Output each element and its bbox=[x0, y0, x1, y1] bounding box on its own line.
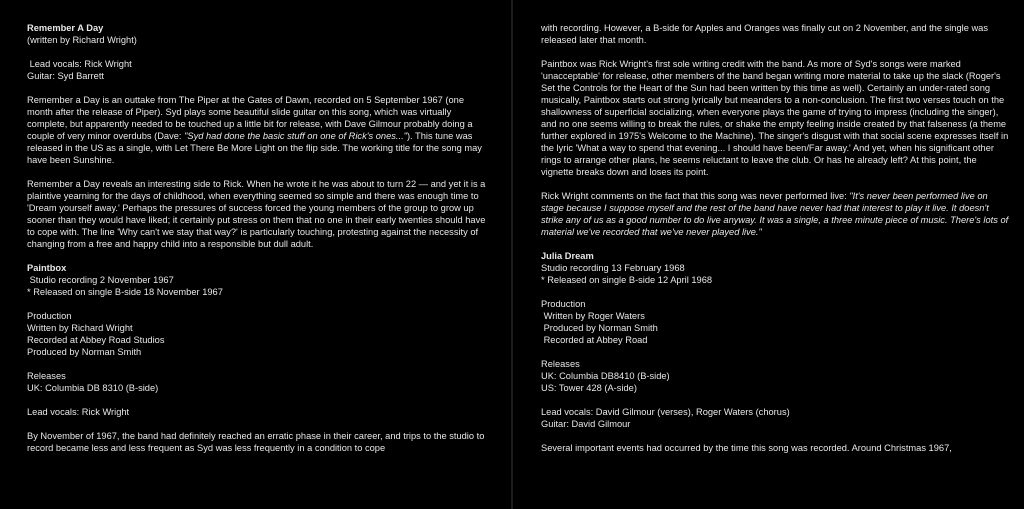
recording-date: Studio recording 2 November 1967 bbox=[27, 275, 174, 285]
song-title-julia-dream: Julia Dream bbox=[541, 251, 594, 261]
julia-dream-releases bbox=[541, 358, 1009, 394]
paintbox-paragraph: By November of 1967, the band had definitely reached an erratic phase in their career, and trips to the studio to record became less and less frequent as Syd was less frequently in a condition to cope bbox=[27, 431, 485, 453]
julia-dream-personnel bbox=[541, 406, 1009, 430]
gilmour-quote: "Syd had done the basic stuff on one of Rick's ones..." bbox=[184, 131, 407, 141]
paragraph-text: Rick Wright comments on the fact that this song was never performed live: bbox=[541, 191, 850, 201]
release-uk: UK: Columbia DB8410 (B-side) bbox=[541, 371, 670, 381]
julia-dream-header bbox=[541, 250, 1009, 286]
guitar-credit: Guitar: David Gilmour bbox=[541, 419, 631, 429]
produced-by: Produced by Norman Smith bbox=[541, 323, 658, 333]
lead-vocals-credit: Lead vocals: David Gilmour (verses), Roger Waters (chorus) bbox=[541, 407, 790, 417]
paintbox-paragraph-continued: with recording. However, a B-side for Apples and Oranges was finally cut on 2 November, and the single was released later that month. bbox=[541, 23, 989, 45]
production-heading: Production bbox=[541, 299, 586, 309]
releases-heading: Releases bbox=[541, 359, 580, 369]
written-by: Written by Roger Waters bbox=[541, 311, 645, 321]
song-title-remember-a-day: Remember A Day bbox=[27, 23, 104, 33]
writer-credit: (written by Richard Wright) bbox=[27, 35, 137, 45]
lead-vocals-credit: Lead vocals: Rick Wright bbox=[27, 59, 132, 69]
releases-heading: Releases bbox=[27, 371, 66, 381]
wright-quote: "It's never been performed live on stage because I suppose myself and the rest of the band have never had that interest to play it live. It doesn't strike any of us as a good number to do live anyway. It was a single, a three minute piece of music. There's lots of material we've recorded that we've never played live." bbox=[541, 191, 1009, 237]
remember-a-day-header bbox=[27, 22, 489, 46]
guitar-credit: Guitar: Syd Barrett bbox=[27, 71, 104, 81]
paintbox-releases bbox=[27, 370, 489, 394]
release-uk: UK: Columbia DB 8310 (B-side) bbox=[27, 383, 159, 393]
paintbox-header bbox=[27, 262, 489, 298]
paintbox-production bbox=[27, 310, 489, 358]
recorded-at: Recorded at Abbey Road Studios bbox=[27, 335, 165, 345]
release-us: US: Tower 428 (A-side) bbox=[541, 383, 637, 393]
release-date: * Released on single B-side 12 April 1968 bbox=[541, 275, 713, 285]
remember-a-day-paragraph-2: Remember a Day reveals an interesting side to Rick. When he wrote it he was about to turn 22 — and yet it is a plaintive yearning for the days of childhood, when everything seemed so simple and there was enough time to 'Dream yourself away.' Perhaps the pressures of success forced the young members of the group to grow up sooner than they would have liked; it certainly put stress on them that no one in their early twenties should have to cope with. The line 'Why can't we stay that way?' is particularly touching, protesting against the necessity of changing from a free and happy child into a responsible but dull adult. bbox=[27, 179, 486, 249]
written-by: Written by Richard Wright bbox=[27, 323, 133, 333]
paragraph-text: ). This tune was released in the US as a single, with Let There Be More Light on the flip side. The working title for the song may have been Sunshine. bbox=[27, 131, 482, 165]
paragraph-text: Remember a Day is an outtake from The Piper at the Gates of Dawn, recorded on 5 September 1967 (one month after the release of Piper). Syd plays some beautiful slide guitar on this song, which was virtually complete, but apparently needed to be touched up a little bit for release, with Dave Gilmour probably doing a couple of very minor overdubs (Dave: bbox=[27, 95, 473, 141]
right-page bbox=[513, 0, 1024, 509]
song-title-paintbox: Paintbox bbox=[27, 263, 67, 273]
left-column bbox=[27, 22, 489, 466]
remember-a-day-paragraph-1 bbox=[27, 94, 489, 166]
right-column bbox=[541, 22, 1009, 466]
julia-dream-paragraph: Several important events had occurred by the time this song was recorded. Around Christmas 1967, bbox=[541, 443, 952, 453]
julia-dream-production bbox=[541, 298, 1009, 346]
wright-comment-paragraph bbox=[541, 190, 1009, 238]
recorded-at: Recorded at Abbey Road bbox=[541, 335, 648, 345]
release-date: * Released on single B-side 18 November 1967 bbox=[27, 287, 223, 297]
produced-by: Produced by Norman Smith bbox=[27, 347, 142, 357]
production-heading: Production bbox=[27, 311, 72, 321]
paintbox-lead-vocals: Lead vocals: Rick Wright bbox=[27, 407, 130, 417]
remember-a-day-personnel bbox=[27, 58, 489, 82]
paintbox-analysis-paragraph: Paintbox was Rick Wright's first sole writing credit with the band. As more of Syd's songs were marked 'unacceptable' for release, other members of the band began writing more material to take up the slack (Roger's Set the Controls for the Heart of the Sun had been written by this time as well). Certainly an under-rated song musically, Paintbox starts out strong lyrically but meanders to a non-conclusion. The first two verses touch on the shallowness of superficial socializing, when everyone plays the game of trying to impress (including the singer), and no one seems willing to break the rules, or shake the empty feeling inside created by that falseness (a theme further explored in 1975's Welcome to the Machine). The singer's disgust with that social scene expresses itself in the lyric 'What a way to spend that evening... I should have been/Far away.' And yet, when his significant other rings to arrange other plans, he seems reluctant to leave the club. Or has he already left? At this point, the vignette breaks down and loses its point. bbox=[541, 59, 1009, 177]
recording-date: Studio recording 13 February 1968 bbox=[541, 263, 685, 273]
